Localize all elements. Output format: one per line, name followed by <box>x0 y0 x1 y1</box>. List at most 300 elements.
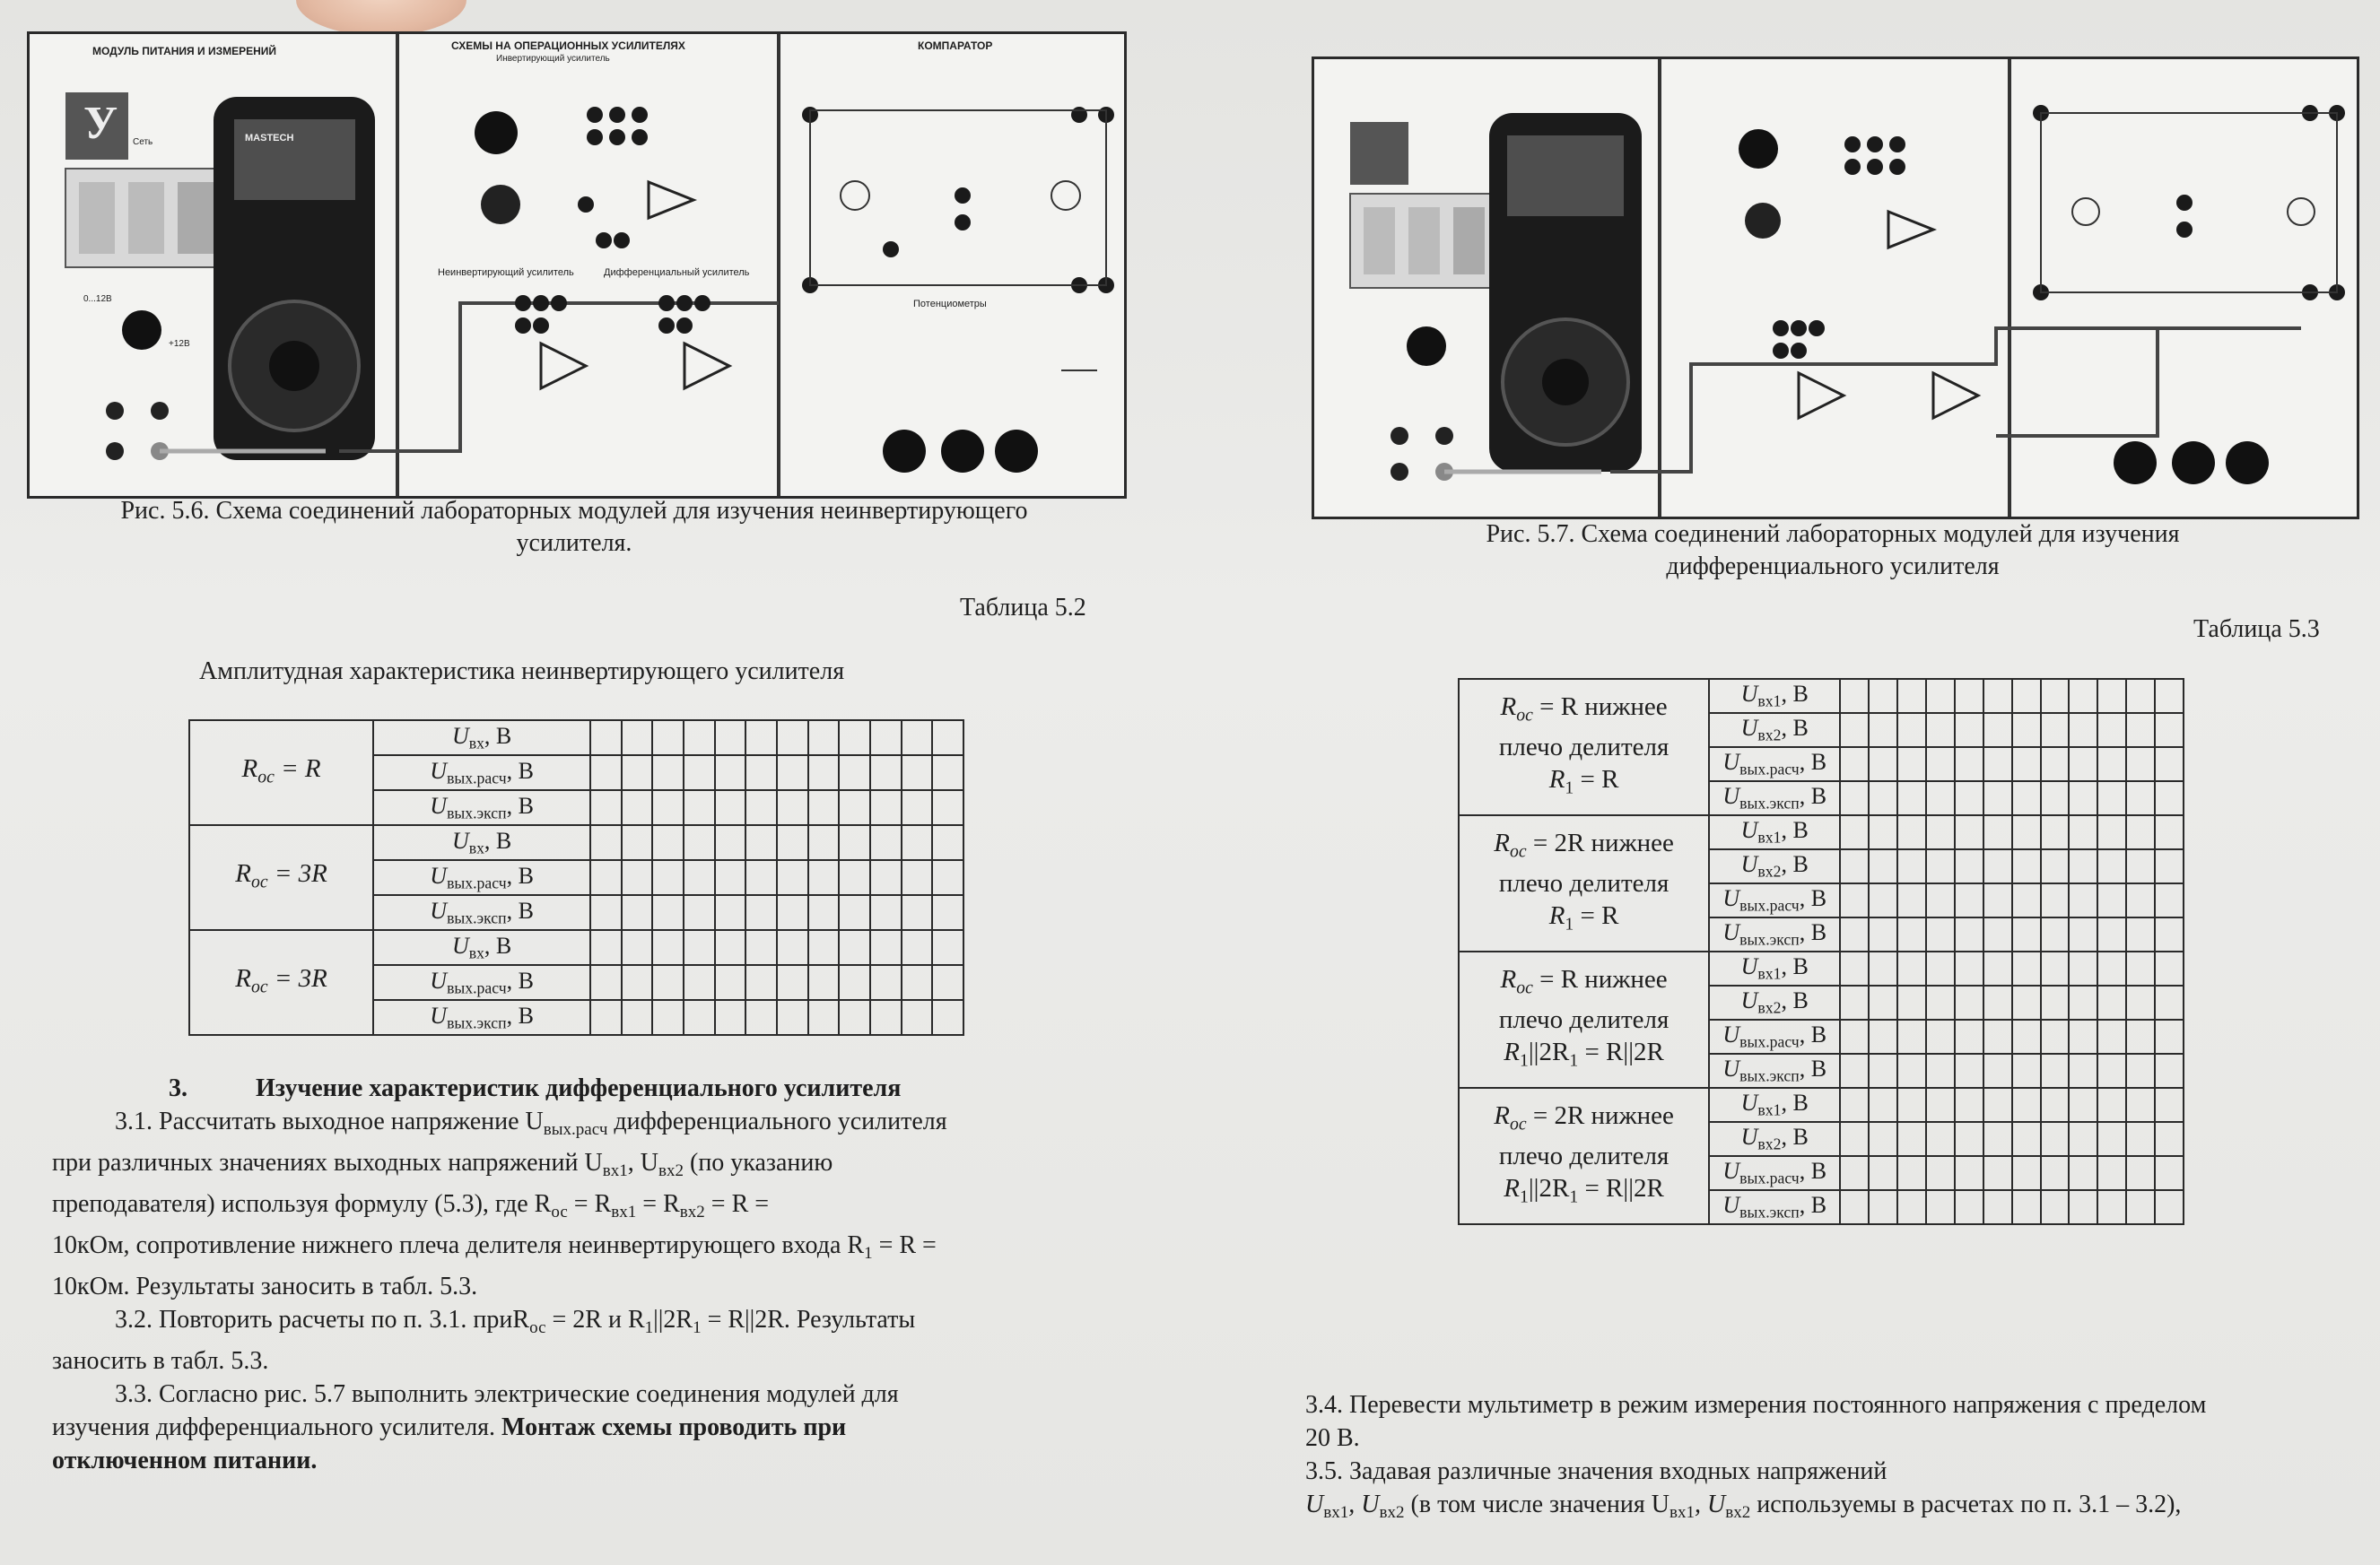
table-cell[interactable] <box>1869 1088 1897 1122</box>
table-cell[interactable] <box>1840 1190 1869 1224</box>
table-cell[interactable] <box>1869 952 1897 986</box>
table-cell[interactable] <box>2097 781 2126 815</box>
table-cell[interactable] <box>932 1000 963 1035</box>
table-cell[interactable] <box>2155 713 2184 747</box>
table-cell[interactable] <box>1897 1088 1926 1122</box>
table-cell[interactable] <box>2069 1190 2097 1224</box>
table-cell[interactable] <box>902 755 933 790</box>
table-cell[interactable] <box>590 720 622 755</box>
table-cell[interactable] <box>1897 679 1926 713</box>
table-cell[interactable] <box>1926 747 1955 781</box>
table-cell[interactable] <box>1897 1190 1926 1224</box>
table-cell[interactable] <box>622 720 653 755</box>
table-cell[interactable] <box>870 965 902 1000</box>
table-cell[interactable] <box>2069 883 2097 917</box>
table-cell[interactable] <box>1897 917 1926 952</box>
table-cell[interactable] <box>2041 883 2070 917</box>
table-cell[interactable] <box>2126 1054 2155 1088</box>
table-cell[interactable] <box>870 790 902 825</box>
table-cell[interactable] <box>2069 1054 2097 1088</box>
table-cell[interactable] <box>745 895 777 930</box>
table-cell[interactable] <box>808 965 840 1000</box>
table-cell[interactable] <box>902 860 933 895</box>
table-cell[interactable] <box>2155 986 2184 1020</box>
table-cell[interactable] <box>1955 986 1983 1020</box>
table-cell[interactable] <box>1983 1088 2012 1122</box>
table-cell[interactable] <box>1869 1190 1897 1224</box>
table-cell[interactable] <box>652 860 684 895</box>
table-cell[interactable] <box>715 825 746 860</box>
table-cell[interactable] <box>870 895 902 930</box>
table-cell[interactable] <box>839 895 870 930</box>
table-cell[interactable] <box>839 1000 870 1035</box>
table-cell[interactable] <box>1926 781 1955 815</box>
table-cell[interactable] <box>1955 1122 1983 1156</box>
table-cell[interactable] <box>839 790 870 825</box>
table-cell[interactable] <box>1955 679 1983 713</box>
table-cell[interactable] <box>1897 1122 1926 1156</box>
table-cell[interactable] <box>745 930 777 965</box>
table-cell[interactable] <box>2069 917 2097 952</box>
table-cell[interactable] <box>1983 849 2012 883</box>
table-cell[interactable] <box>1955 781 1983 815</box>
table-cell[interactable] <box>715 790 746 825</box>
table-cell[interactable] <box>1897 781 1926 815</box>
table-cell[interactable] <box>777 720 808 755</box>
table-cell[interactable] <box>684 790 715 825</box>
table-cell[interactable] <box>2069 1020 2097 1054</box>
table-cell[interactable] <box>2126 986 2155 1020</box>
table-cell[interactable] <box>652 965 684 1000</box>
table-cell[interactable] <box>622 825 653 860</box>
table-cell[interactable] <box>715 930 746 965</box>
table-cell[interactable] <box>1926 1054 1955 1088</box>
table-cell[interactable] <box>715 860 746 895</box>
table-cell[interactable] <box>590 790 622 825</box>
table-cell[interactable] <box>1926 1190 1955 1224</box>
table-cell[interactable] <box>2097 986 2126 1020</box>
table-cell[interactable] <box>2155 1190 2184 1224</box>
table-cell[interactable] <box>715 1000 746 1035</box>
table-cell[interactable] <box>2012 1190 2041 1224</box>
table-cell[interactable] <box>2097 679 2126 713</box>
table-cell[interactable] <box>2069 986 2097 1020</box>
table-cell[interactable] <box>622 755 653 790</box>
table-cell[interactable] <box>777 755 808 790</box>
table-cell[interactable] <box>839 860 870 895</box>
table-cell[interactable] <box>2069 849 2097 883</box>
table-cell[interactable] <box>2155 815 2184 849</box>
table-cell[interactable] <box>2012 1054 2041 1088</box>
table-cell[interactable] <box>1983 1122 2012 1156</box>
table-cell[interactable] <box>590 965 622 1000</box>
table-cell[interactable] <box>590 1000 622 1035</box>
table-cell[interactable] <box>715 720 746 755</box>
table-cell[interactable] <box>2069 1088 2097 1122</box>
table-cell[interactable] <box>745 790 777 825</box>
table-cell[interactable] <box>902 825 933 860</box>
table-cell[interactable] <box>2126 1190 2155 1224</box>
table-cell[interactable] <box>2097 917 2126 952</box>
table-cell[interactable] <box>1897 986 1926 1020</box>
table-cell[interactable] <box>932 755 963 790</box>
table-cell[interactable] <box>2041 713 2070 747</box>
table-cell[interactable] <box>2097 1122 2126 1156</box>
table-cell[interactable] <box>808 790 840 825</box>
table-cell[interactable] <box>1869 1156 1897 1190</box>
table-cell[interactable] <box>2126 781 2155 815</box>
table-cell[interactable] <box>1926 986 1955 1020</box>
table-cell[interactable] <box>777 895 808 930</box>
table-cell[interactable] <box>684 965 715 1000</box>
table-cell[interactable] <box>902 1000 933 1035</box>
table-cell[interactable] <box>652 755 684 790</box>
table-cell[interactable] <box>1869 849 1897 883</box>
table-cell[interactable] <box>1955 952 1983 986</box>
table-cell[interactable] <box>745 720 777 755</box>
table-cell[interactable] <box>1840 1088 1869 1122</box>
table-cell[interactable] <box>839 720 870 755</box>
table-cell[interactable] <box>1926 917 1955 952</box>
table-cell[interactable] <box>622 790 653 825</box>
table-cell[interactable] <box>1840 1054 1869 1088</box>
table-cell[interactable] <box>2126 1020 2155 1054</box>
table-cell[interactable] <box>2041 1122 2070 1156</box>
table-cell[interactable] <box>1955 883 1983 917</box>
table-cell[interactable] <box>622 895 653 930</box>
table-cell[interactable] <box>2155 917 2184 952</box>
table-cell[interactable] <box>2069 1156 2097 1190</box>
table-cell[interactable] <box>2097 1054 2126 1088</box>
table-cell[interactable] <box>745 755 777 790</box>
table-cell[interactable] <box>2041 952 2070 986</box>
table-cell[interactable] <box>652 720 684 755</box>
table-cell[interactable] <box>2155 1054 2184 1088</box>
table-cell[interactable] <box>2041 781 2070 815</box>
table-cell[interactable] <box>870 825 902 860</box>
table-cell[interactable] <box>2041 1190 2070 1224</box>
table-cell[interactable] <box>684 930 715 965</box>
table-cell[interactable] <box>684 860 715 895</box>
table-cell[interactable] <box>1840 1156 1869 1190</box>
table-cell[interactable] <box>902 790 933 825</box>
table-cell[interactable] <box>902 720 933 755</box>
table-cell[interactable] <box>2155 1156 2184 1190</box>
table-cell[interactable] <box>2155 952 2184 986</box>
table-cell[interactable] <box>745 860 777 895</box>
table-cell[interactable] <box>1840 679 1869 713</box>
table-cell[interactable] <box>870 755 902 790</box>
table-cell[interactable] <box>2012 1020 2041 1054</box>
table-cell[interactable] <box>1897 952 1926 986</box>
table-cell[interactable] <box>1983 781 2012 815</box>
table-cell[interactable] <box>2069 679 2097 713</box>
table-cell[interactable] <box>1926 883 1955 917</box>
table-cell[interactable] <box>1840 1020 1869 1054</box>
table-cell[interactable] <box>715 965 746 1000</box>
table-cell[interactable] <box>2155 1088 2184 1122</box>
table-cell[interactable] <box>1897 883 1926 917</box>
table-cell[interactable] <box>2126 747 2155 781</box>
table-cell[interactable] <box>932 825 963 860</box>
table-cell[interactable] <box>870 720 902 755</box>
table-cell[interactable] <box>932 720 963 755</box>
table-cell[interactable] <box>684 755 715 790</box>
table-cell[interactable] <box>1983 679 2012 713</box>
table-cell[interactable] <box>622 930 653 965</box>
table-cell[interactable] <box>1840 713 1869 747</box>
table-cell[interactable] <box>932 965 963 1000</box>
table-cell[interactable] <box>1926 1020 1955 1054</box>
table-cell[interactable] <box>2097 747 2126 781</box>
table-cell[interactable] <box>2126 917 2155 952</box>
table-cell[interactable] <box>1955 1156 1983 1190</box>
table-cell[interactable] <box>870 1000 902 1035</box>
table-cell[interactable] <box>2069 781 2097 815</box>
table-cell[interactable] <box>2126 679 2155 713</box>
table-cell[interactable] <box>684 1000 715 1035</box>
table-cell[interactable] <box>2126 1122 2155 1156</box>
table-cell[interactable] <box>1897 713 1926 747</box>
table-cell[interactable] <box>1983 1190 2012 1224</box>
table-cell[interactable] <box>1983 952 2012 986</box>
table-cell[interactable] <box>622 1000 653 1035</box>
table-cell[interactable] <box>652 790 684 825</box>
table-cell[interactable] <box>2097 1190 2126 1224</box>
table-cell[interactable] <box>2097 815 2126 849</box>
table-cell[interactable] <box>2012 815 2041 849</box>
table-cell[interactable] <box>2155 849 2184 883</box>
table-cell[interactable] <box>2012 986 2041 1020</box>
table-cell[interactable] <box>684 895 715 930</box>
table-cell[interactable] <box>1983 1054 2012 1088</box>
table-cell[interactable] <box>902 895 933 930</box>
table-cell[interactable] <box>870 930 902 965</box>
table-cell[interactable] <box>1926 815 1955 849</box>
table-cell[interactable] <box>1897 815 1926 849</box>
table-cell[interactable] <box>932 930 963 965</box>
table-cell[interactable] <box>2041 1020 2070 1054</box>
table-cell[interactable] <box>1926 1156 1955 1190</box>
table-cell[interactable] <box>1897 747 1926 781</box>
table-cell[interactable] <box>1869 986 1897 1020</box>
table-cell[interactable] <box>684 720 715 755</box>
table-cell[interactable] <box>2097 952 2126 986</box>
table-cell[interactable] <box>839 930 870 965</box>
table-cell[interactable] <box>2097 883 2126 917</box>
table-cell[interactable] <box>1926 679 1955 713</box>
table-cell[interactable] <box>590 755 622 790</box>
table-cell[interactable] <box>1955 1088 1983 1122</box>
table-cell[interactable] <box>1897 1020 1926 1054</box>
table-cell[interactable] <box>2097 713 2126 747</box>
table-cell[interactable] <box>2126 1156 2155 1190</box>
table-cell[interactable] <box>1869 679 1897 713</box>
table-cell[interactable] <box>808 1000 840 1035</box>
table-cell[interactable] <box>745 825 777 860</box>
table-cell[interactable] <box>870 860 902 895</box>
table-cell[interactable] <box>1983 986 2012 1020</box>
table-cell[interactable] <box>1869 917 1897 952</box>
table-cell[interactable] <box>902 930 933 965</box>
table-cell[interactable] <box>902 965 933 1000</box>
table-cell[interactable] <box>622 965 653 1000</box>
table-cell[interactable] <box>777 825 808 860</box>
table-cell[interactable] <box>808 720 840 755</box>
table-cell[interactable] <box>1869 883 1897 917</box>
table-cell[interactable] <box>2012 679 2041 713</box>
table-cell[interactable] <box>2126 883 2155 917</box>
table-cell[interactable] <box>1869 1020 1897 1054</box>
table-cell[interactable] <box>1955 713 1983 747</box>
table-cell[interactable] <box>2126 849 2155 883</box>
table-cell[interactable] <box>777 1000 808 1035</box>
table-cell[interactable] <box>715 755 746 790</box>
table-cell[interactable] <box>2041 986 2070 1020</box>
table-cell[interactable] <box>1926 952 1955 986</box>
table-cell[interactable] <box>2155 1020 2184 1054</box>
table-cell[interactable] <box>652 1000 684 1035</box>
table-cell[interactable] <box>1840 1122 1869 1156</box>
table-cell[interactable] <box>2126 1088 2155 1122</box>
table-cell[interactable] <box>2012 781 2041 815</box>
table-cell[interactable] <box>590 860 622 895</box>
table-cell[interactable] <box>1983 1156 2012 1190</box>
table-cell[interactable] <box>1983 917 2012 952</box>
table-cell[interactable] <box>2012 883 2041 917</box>
table-cell[interactable] <box>2041 1088 2070 1122</box>
table-cell[interactable] <box>2155 1122 2184 1156</box>
table-cell[interactable] <box>2069 713 2097 747</box>
table-cell[interactable] <box>1926 1088 1955 1122</box>
table-cell[interactable] <box>808 860 840 895</box>
table-cell[interactable] <box>777 860 808 895</box>
table-cell[interactable] <box>2069 747 2097 781</box>
table-cell[interactable] <box>2069 952 2097 986</box>
table-cell[interactable] <box>1840 952 1869 986</box>
table-cell[interactable] <box>1983 815 2012 849</box>
table-cell[interactable] <box>2012 1122 2041 1156</box>
table-cell[interactable] <box>932 895 963 930</box>
table-cell[interactable] <box>932 860 963 895</box>
table-cell[interactable] <box>2155 679 2184 713</box>
table-cell[interactable] <box>684 825 715 860</box>
table-cell[interactable] <box>2041 747 2070 781</box>
table-cell[interactable] <box>2097 1020 2126 1054</box>
table-cell[interactable] <box>2155 883 2184 917</box>
table-cell[interactable] <box>715 895 746 930</box>
table-cell[interactable] <box>652 895 684 930</box>
table-cell[interactable] <box>2041 849 2070 883</box>
table-cell[interactable] <box>1840 883 1869 917</box>
table-cell[interactable] <box>745 1000 777 1035</box>
table-cell[interactable] <box>2069 815 2097 849</box>
table-cell[interactable] <box>1840 747 1869 781</box>
table-cell[interactable] <box>808 930 840 965</box>
table-cell[interactable] <box>745 965 777 1000</box>
table-cell[interactable] <box>2126 713 2155 747</box>
table-cell[interactable] <box>2041 917 2070 952</box>
table-cell[interactable] <box>1840 917 1869 952</box>
table-cell[interactable] <box>622 860 653 895</box>
table-cell[interactable] <box>2012 1088 2041 1122</box>
table-cell[interactable] <box>1869 1122 1897 1156</box>
table-cell[interactable] <box>2097 1088 2126 1122</box>
table-cell[interactable] <box>1926 849 1955 883</box>
table-cell[interactable] <box>2041 679 2070 713</box>
table-cell[interactable] <box>1840 781 1869 815</box>
table-cell[interactable] <box>1869 781 1897 815</box>
table-cell[interactable] <box>2155 781 2184 815</box>
table-cell[interactable] <box>839 825 870 860</box>
table-cell[interactable] <box>2155 747 2184 781</box>
table-cell[interactable] <box>1869 815 1897 849</box>
table-cell[interactable] <box>2126 815 2155 849</box>
table-cell[interactable] <box>1840 986 1869 1020</box>
table-cell[interactable] <box>932 790 963 825</box>
table-cell[interactable] <box>1955 1190 1983 1224</box>
table-cell[interactable] <box>2041 1054 2070 1088</box>
table-cell[interactable] <box>1869 1054 1897 1088</box>
table-cell[interactable] <box>1897 849 1926 883</box>
table-cell[interactable] <box>777 965 808 1000</box>
table-cell[interactable] <box>1983 1020 2012 1054</box>
table-cell[interactable] <box>808 755 840 790</box>
table-cell[interactable] <box>1983 747 2012 781</box>
table-cell[interactable] <box>808 825 840 860</box>
table-cell[interactable] <box>2069 1122 2097 1156</box>
table-cell[interactable] <box>590 930 622 965</box>
table-cell[interactable] <box>1983 713 2012 747</box>
table-cell[interactable] <box>1897 1156 1926 1190</box>
table-cell[interactable] <box>1955 815 1983 849</box>
table-cell[interactable] <box>590 895 622 930</box>
table-cell[interactable] <box>2041 815 2070 849</box>
table-cell[interactable] <box>2012 713 2041 747</box>
table-cell[interactable] <box>2041 1156 2070 1190</box>
table-cell[interactable] <box>1955 1020 1983 1054</box>
table-cell[interactable] <box>839 965 870 1000</box>
table-cell[interactable] <box>1955 849 1983 883</box>
table-cell[interactable] <box>1897 1054 1926 1088</box>
table-cell[interactable] <box>2126 952 2155 986</box>
table-cell[interactable] <box>590 825 622 860</box>
table-cell[interactable] <box>777 790 808 825</box>
table-cell[interactable] <box>2012 849 2041 883</box>
table-cell[interactable] <box>1840 815 1869 849</box>
table-cell[interactable] <box>2097 1156 2126 1190</box>
table-cell[interactable] <box>808 895 840 930</box>
table-cell[interactable] <box>1955 917 1983 952</box>
table-cell[interactable] <box>2012 1156 2041 1190</box>
table-cell[interactable] <box>1926 713 1955 747</box>
table-cell[interactable] <box>1869 713 1897 747</box>
table-cell[interactable] <box>2097 849 2126 883</box>
table-cell[interactable] <box>652 930 684 965</box>
table-cell[interactable] <box>777 930 808 965</box>
table-cell[interactable] <box>1955 1054 1983 1088</box>
table-cell[interactable] <box>1983 883 2012 917</box>
table-cell[interactable] <box>1955 747 1983 781</box>
table-cell[interactable] <box>839 755 870 790</box>
table-cell[interactable] <box>2012 917 2041 952</box>
table-cell[interactable] <box>1869 747 1897 781</box>
table-cell[interactable] <box>1840 849 1869 883</box>
table-cell[interactable] <box>652 825 684 860</box>
table-cell[interactable] <box>2012 952 2041 986</box>
table-cell[interactable] <box>2012 747 2041 781</box>
table-cell[interactable] <box>1926 1122 1955 1156</box>
